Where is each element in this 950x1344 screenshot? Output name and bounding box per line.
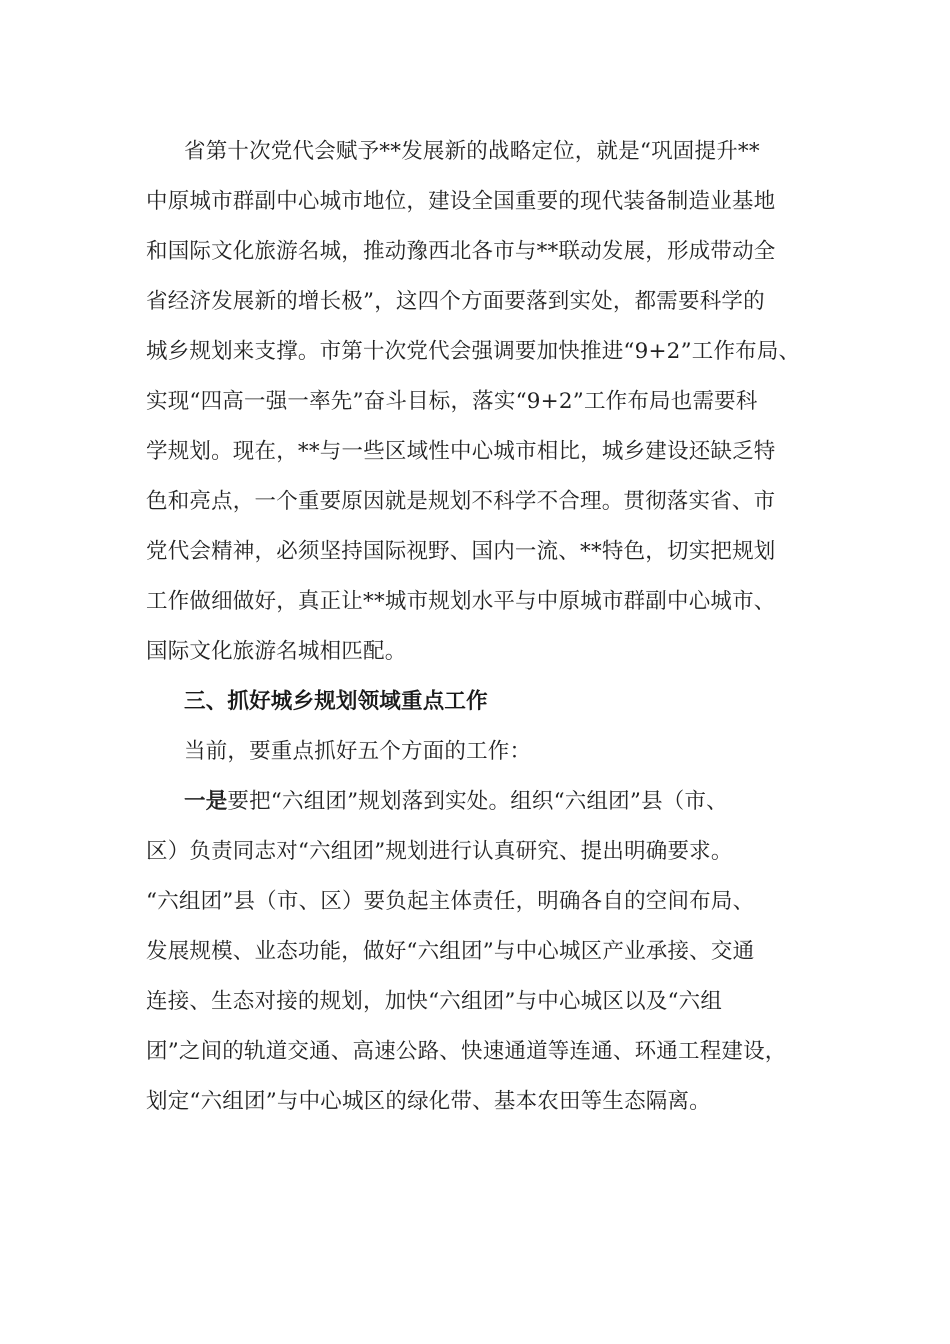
intro-line: 当前，要重点抓好五个方面的工作：: [184, 739, 532, 764]
paragraph-line: 省经济发展新的增长极”，这四个方面要落到实处，都需要科学的: [146, 289, 765, 314]
paragraph-line: 国际文化旅游名城相匹配。: [146, 639, 407, 664]
paragraph-line: 区）负责同志对“六组团”规划进行认真研究、提出明确要求。: [146, 839, 733, 864]
paragraph-line: 党代会精神，必须坚持国际视野、国内一流、**特色，切实把规划: [146, 539, 776, 564]
item-first-line: [184, 787, 864, 817]
item-lead: 一是: [184, 789, 228, 814]
item-first-line-text: 要把“六组团”规划落到实处。组织“六组团”县（市、: [227, 789, 728, 814]
paragraph-line: 色和亮点，一个重要原因就是规划不科学不合理。贯彻落实省、市: [146, 489, 776, 514]
paragraph-line: “六组团”县（市、区）要负起主体责任，明确各自的空间布局、: [146, 889, 755, 914]
paragraph-line: 工作做细做好，真正让**城市规划水平与中原城市群副中心城市、: [146, 589, 776, 614]
paragraph-line: 发展规模、业态功能，做好“六组团”与中心城区产业承接、交通: [146, 939, 755, 964]
paragraph-line: 划定“六组团”与中心城区的绿化带、基本农田等生态隔离。: [146, 1089, 711, 1114]
paragraph-line: 团”之间的轨道交通、高速公路、快速通道等连通、环通工程建设，: [146, 1039, 787, 1064]
paragraph-line: 学规划。现在，**与一些区域性中心城市相比，城乡建设还缺乏特: [146, 439, 776, 464]
paragraph-line: 实现“四高一强一率先”奋斗目标，落实“9+2”工作布局也需要科: [146, 389, 758, 414]
paragraph-line: 连接、生态对接的规划，加快“六组团”与中心城区以及“六组: [146, 989, 723, 1014]
paragraph-line: 中原城市群副中心城市地位，建设全国重要的现代装备制造业基地: [146, 189, 776, 214]
paragraph-line: 城乡规划来支撑。市第十次党代会强调要加快推进“9+2”工作布局、: [146, 339, 801, 364]
paragraph-line: 和国际文化旅游名城，推动豫西北各市与**联动发展，形成带动全: [146, 239, 776, 264]
paragraph-line: 省第十次党代会赋予**发展新的战略定位，就是“巩固提升**: [184, 139, 760, 164]
section-heading: 三、抓好城乡规划领域重点工作: [184, 689, 488, 714]
